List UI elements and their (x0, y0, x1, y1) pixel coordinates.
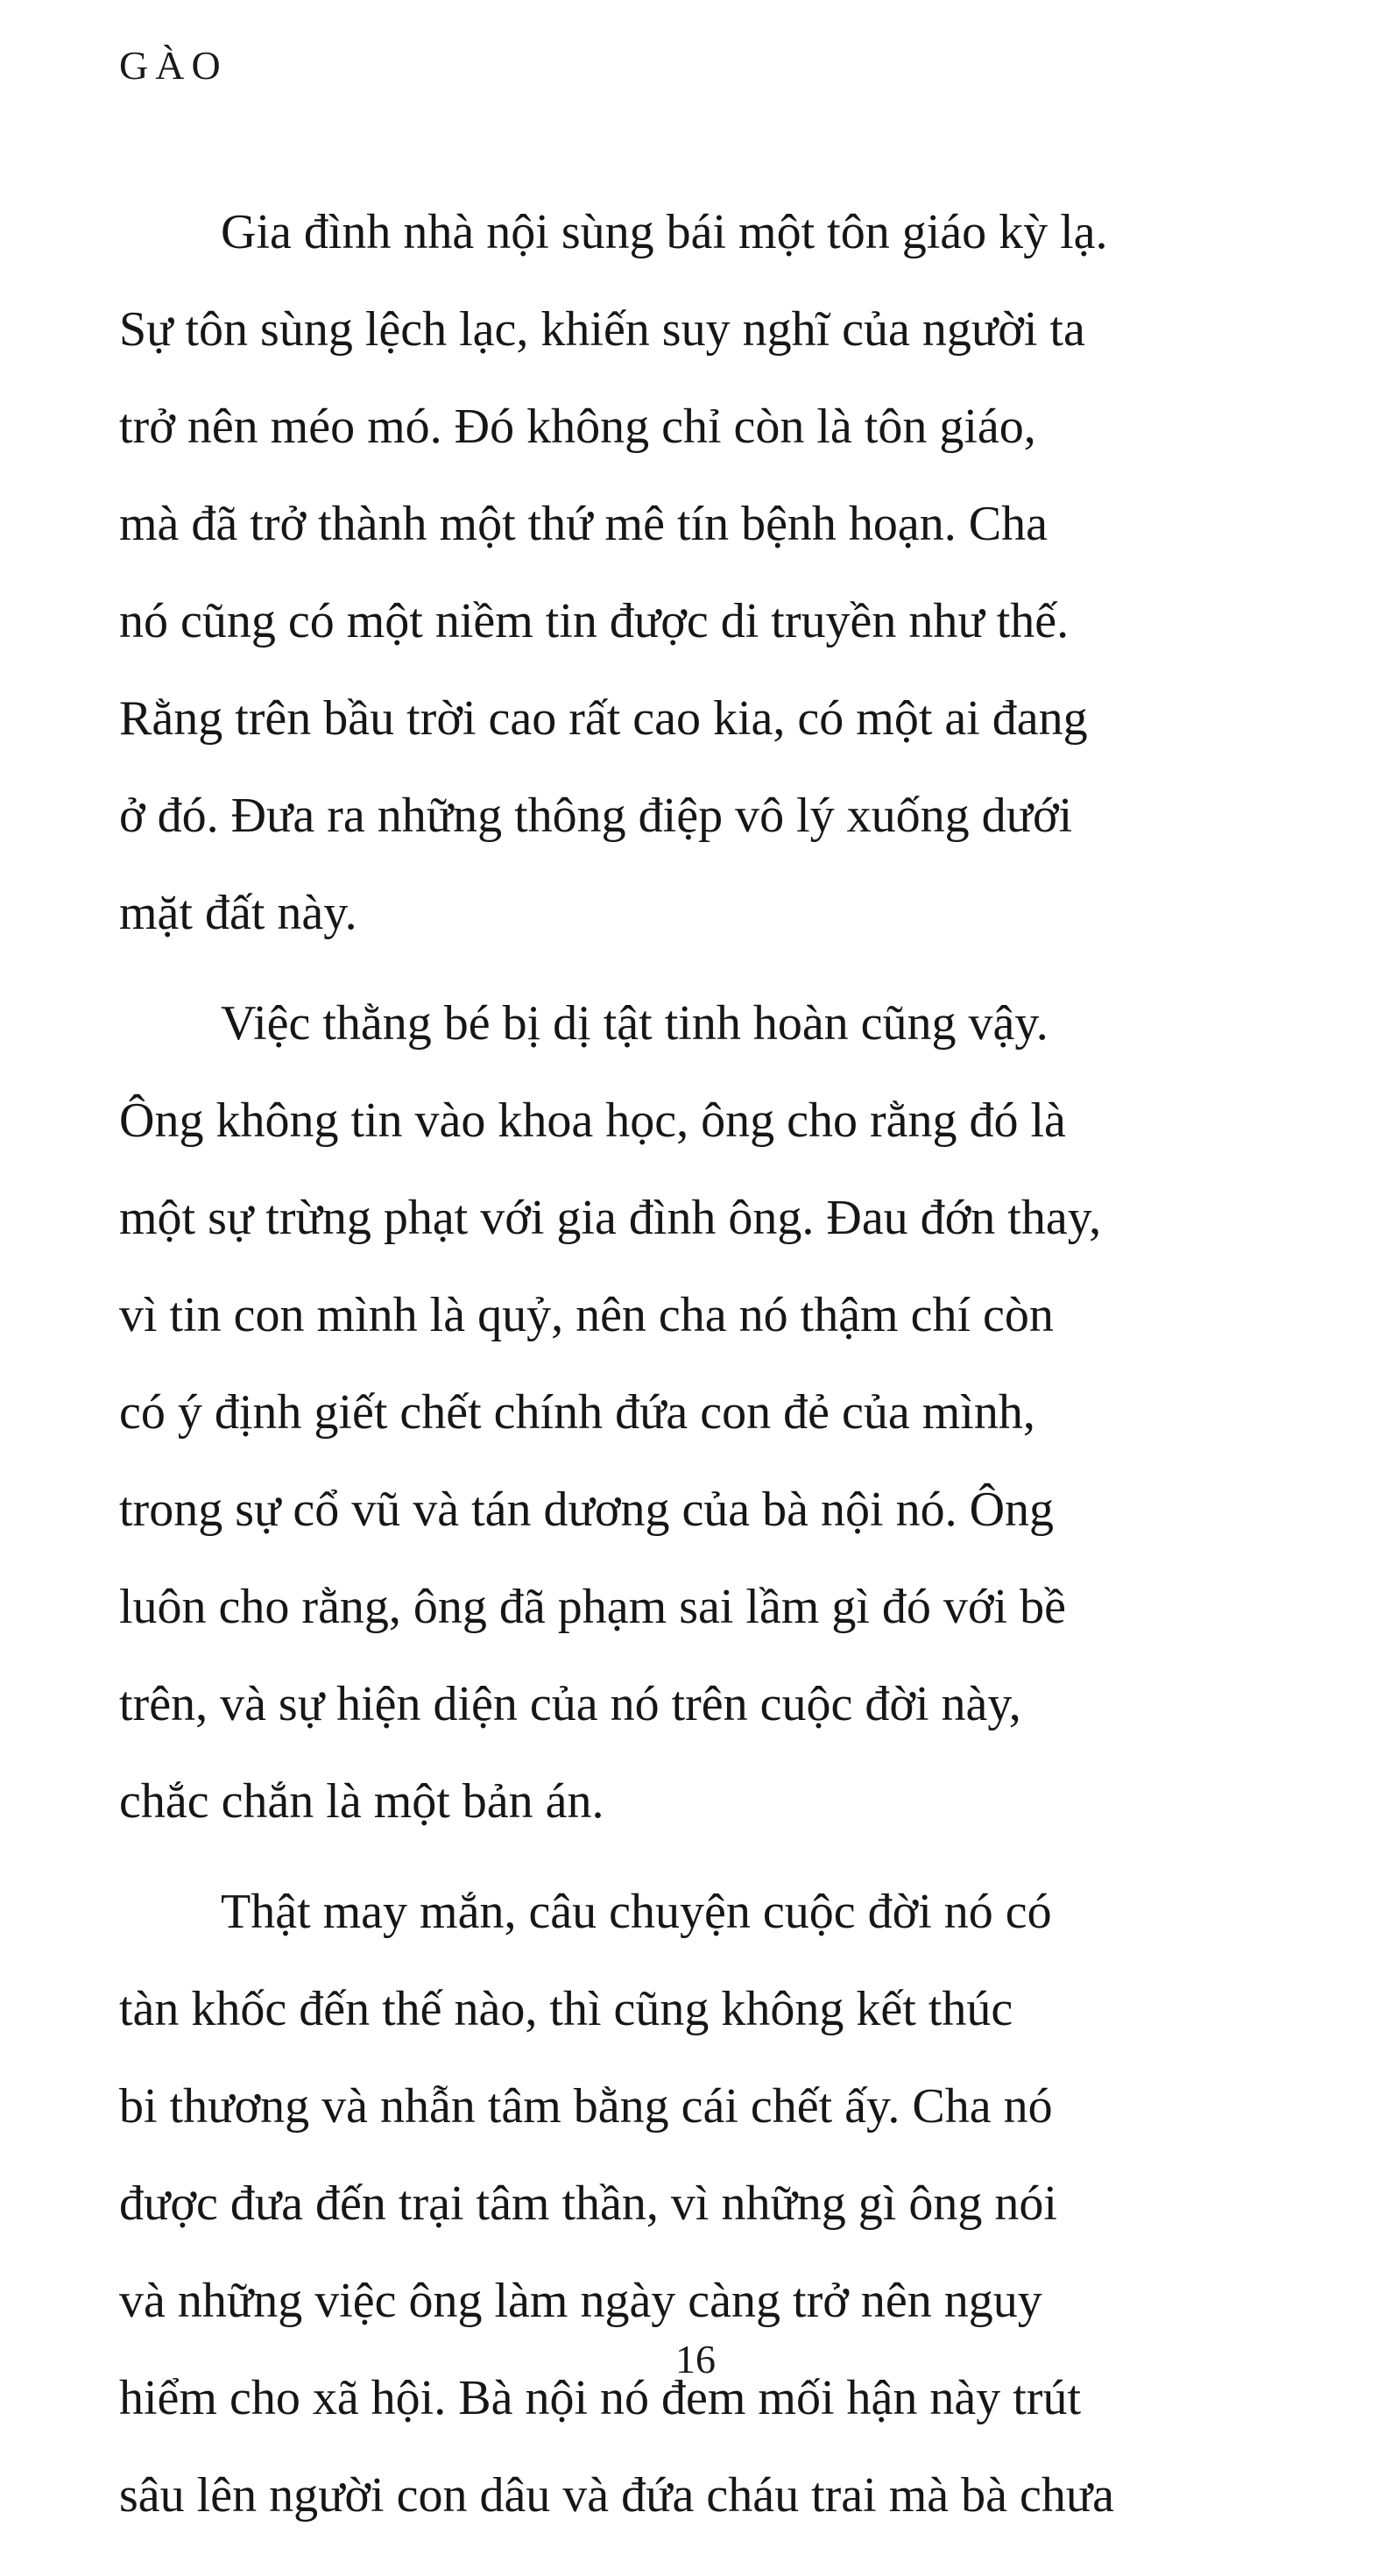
text-line: Gia đình nhà nội sùng bái một tôn giáo kỳ lạ. (221, 205, 1108, 259)
paragraph-spacer (119, 962, 1293, 975)
text-line: bi thương và nhẫn tâm bằng cái chết ấy. Cha nó (119, 2079, 1053, 2134)
text-line: Việc thằng bé bị dị tật tinh hoàn cũng vậy. (221, 996, 1049, 1051)
text-line: chắc chắn là một bản án. (119, 1774, 604, 1829)
text-line: trở nên méo mó. Đó không chỉ còn là tôn giáo, (119, 400, 1036, 454)
text-line: mặt đất này. (119, 886, 357, 940)
text-line: tàn khốc đến thế nào, thì cũng không kết thúc (119, 1982, 1013, 2036)
body-text (119, 184, 1293, 2544)
paragraph-3 (119, 1864, 1293, 2544)
text-line: sâu lên người con dâu và đứa cháu trai mà bà chưa (119, 2468, 1115, 2523)
text-line: ở đó. Đưa ra những thông điệp vô lý xuống dưới (119, 789, 1073, 843)
text-line: một sự trừng phạt với gia đình ông. Đau đớn thay, (119, 1191, 1102, 1245)
text-line: nó cũng có một niềm tin được di truyền như thế. (119, 594, 1070, 648)
page-number: 16 (675, 2337, 716, 2381)
text-line: Thật may mắn, câu chuyện cuộc đời nó có (221, 1885, 1052, 1939)
paragraph-1 (119, 184, 1293, 962)
text-line: trong sự cổ vũ và tán dương của bà nội nó. Ông (119, 1483, 1055, 1537)
text-line: Ông không tin vào khoa học, ông cho rằng đó là (119, 1093, 1066, 1148)
text-line: mà đã trở thành một thứ mê tín bệnh hoạn. Cha (119, 497, 1048, 551)
text-line: vì tin con mình là quỷ, nên cha nó thậm chí còn (119, 1288, 1054, 1342)
text-line: có ý định giết chết chính đứa con đẻ của mình, (119, 1385, 1035, 1440)
text-line: trên, và sự hiện diện của nó trên cuộc đời này, (119, 1677, 1021, 1731)
text-line: được đưa đến trại tâm thần, vì những gì ông nói (119, 2176, 1057, 2231)
paragraph-spacer (119, 1851, 1293, 1864)
text-line: Sự tôn sùng lệch lạc, khiến suy nghĩ của người ta (119, 302, 1085, 357)
text-line: Rằng trên bầu trời cao rất cao kia, có một ai đang (119, 691, 1088, 746)
text-line: luôn cho rằng, ông đã phạm sai lầm gì đó với bề (119, 1580, 1066, 1634)
text-line: hiểm cho xã hội. Bà nội nó đem mối hận này trút (119, 2371, 1082, 2425)
running-head: GÀO (119, 43, 228, 88)
text-line: và những việc ông làm ngày càng trở nên nguy (119, 2274, 1042, 2328)
paragraph-2 (119, 975, 1293, 1851)
